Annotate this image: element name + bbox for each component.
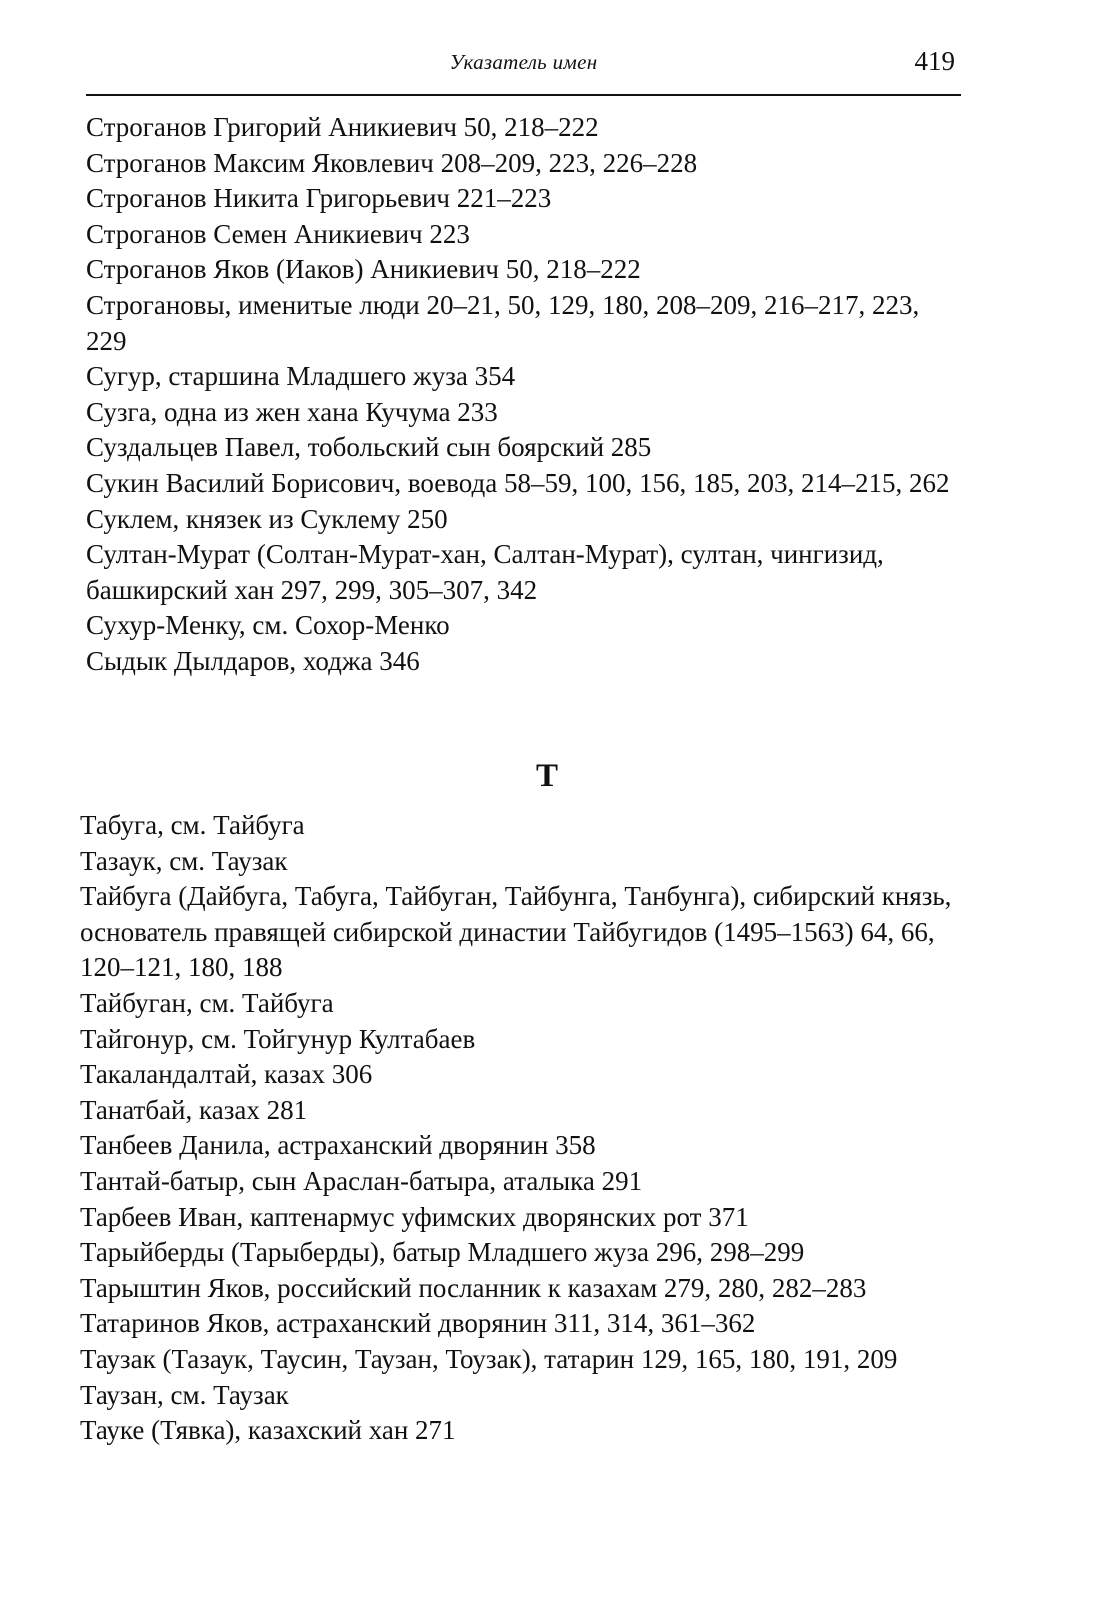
index-section-t [80, 808, 960, 1449]
index-entry: Строганов Никита Григорьевич 221–223 [86, 183, 552, 214]
header-title: Указатель имен [449, 50, 598, 74]
index-entry: Суклем, князек из Суклему 250 [86, 503, 448, 534]
index-entry: Тарыштин Яков, российский посланник к казахам 279, 280, 282–283 [80, 1272, 867, 1303]
index-entry: Танбеев Данила, астраханский дворянин 358 [80, 1130, 596, 1161]
index-entry: Татаринов Яков, астраханский дворянин 311, 314, 361–362 [80, 1308, 756, 1339]
index-entry: Тантай-батыр, сын Араслан-батыра, аталыка 291 [80, 1165, 643, 1196]
index-entry: Таузак (Тазаук, Таусин, Таузан, Тоузак), татарин 129, 165, 180, 191, 209 [80, 1343, 898, 1374]
index-entry: Тайгонур, см. Тойгунур Култабаев [80, 1023, 476, 1054]
index-entry: Строганов Григорий Аникиевич 50, 218–222 [86, 112, 599, 142]
index-entry: Сузга, одна из жен хана Кучума 233 [86, 396, 498, 427]
section-letter-heading: Т [535, 758, 558, 794]
index-entry: Тарыйберды (Тарыберды), батыр Младшего жуза 296, 298–299 [80, 1237, 805, 1268]
index-entry: Такаландалтай, казах 306 [80, 1059, 373, 1090]
index-entry: Тауке (Тявка), казахский хан 271 [80, 1415, 456, 1446]
index-entry: Сукин Василий Борисович, воевода 58–59, 100, 156, 185, 203, 214–215, 262 [86, 467, 950, 498]
index-entry: Сыдык Дылдаров, ходжа 346 [86, 645, 420, 676]
index-entry: Табуга, см. Тайбуга [80, 810, 305, 840]
index-entry: Султан-Мурат (Солтан-Мурат-хан, Салтан-Мурат), султан, чингизид, башкирский хан 297, 299, 305–307, 342 [86, 539, 884, 605]
index-entry: Строганов Максим Яковлевич 208–209, 223, 226–228 [86, 147, 698, 178]
index-entry: Строганов Семен Аникиевич 223 [86, 218, 470, 249]
index-entry: Суздальцев Павел, тобольский сын боярский 285 [86, 432, 652, 463]
index-entry: Танатбай, казах 281 [80, 1094, 308, 1125]
page-number: 419 [914, 46, 955, 76]
index-entry: Таузан, см. Таузак [80, 1379, 289, 1410]
header-divider [86, 94, 961, 96]
index-section-s [86, 110, 966, 680]
index-entry: Тайбуга (Дайбуга, Табуга, Тайбуган, Тайбунга, Танбунга), сибирский князь, основатель правящей сибирской династии Тайбугидов (1495–1563) 64, 66, 120–121, 180, 188 [80, 881, 952, 983]
index-entry: Тазаук, см. Таузак [80, 845, 288, 876]
index-entry: Тарбеев Иван, каптенармус уфимских дворянских рот 371 [80, 1201, 749, 1232]
running-header [86, 42, 961, 94]
index-entry: Сухур-Менку, см. Сохор-Менко [86, 610, 450, 641]
index-entry: Сугур, старшина Младшего жуза 354 [86, 361, 516, 392]
index-entry: Строганов Яков (Иаков) Аникиевич 50, 218–222 [86, 254, 641, 285]
index-entry: Тайбуган, см. Тайбуга [80, 987, 334, 1018]
index-entry: Строгановы, именитые люди 20–21, 50, 129, 180, 208–209, 216–217, 223, 229 [86, 289, 920, 356]
